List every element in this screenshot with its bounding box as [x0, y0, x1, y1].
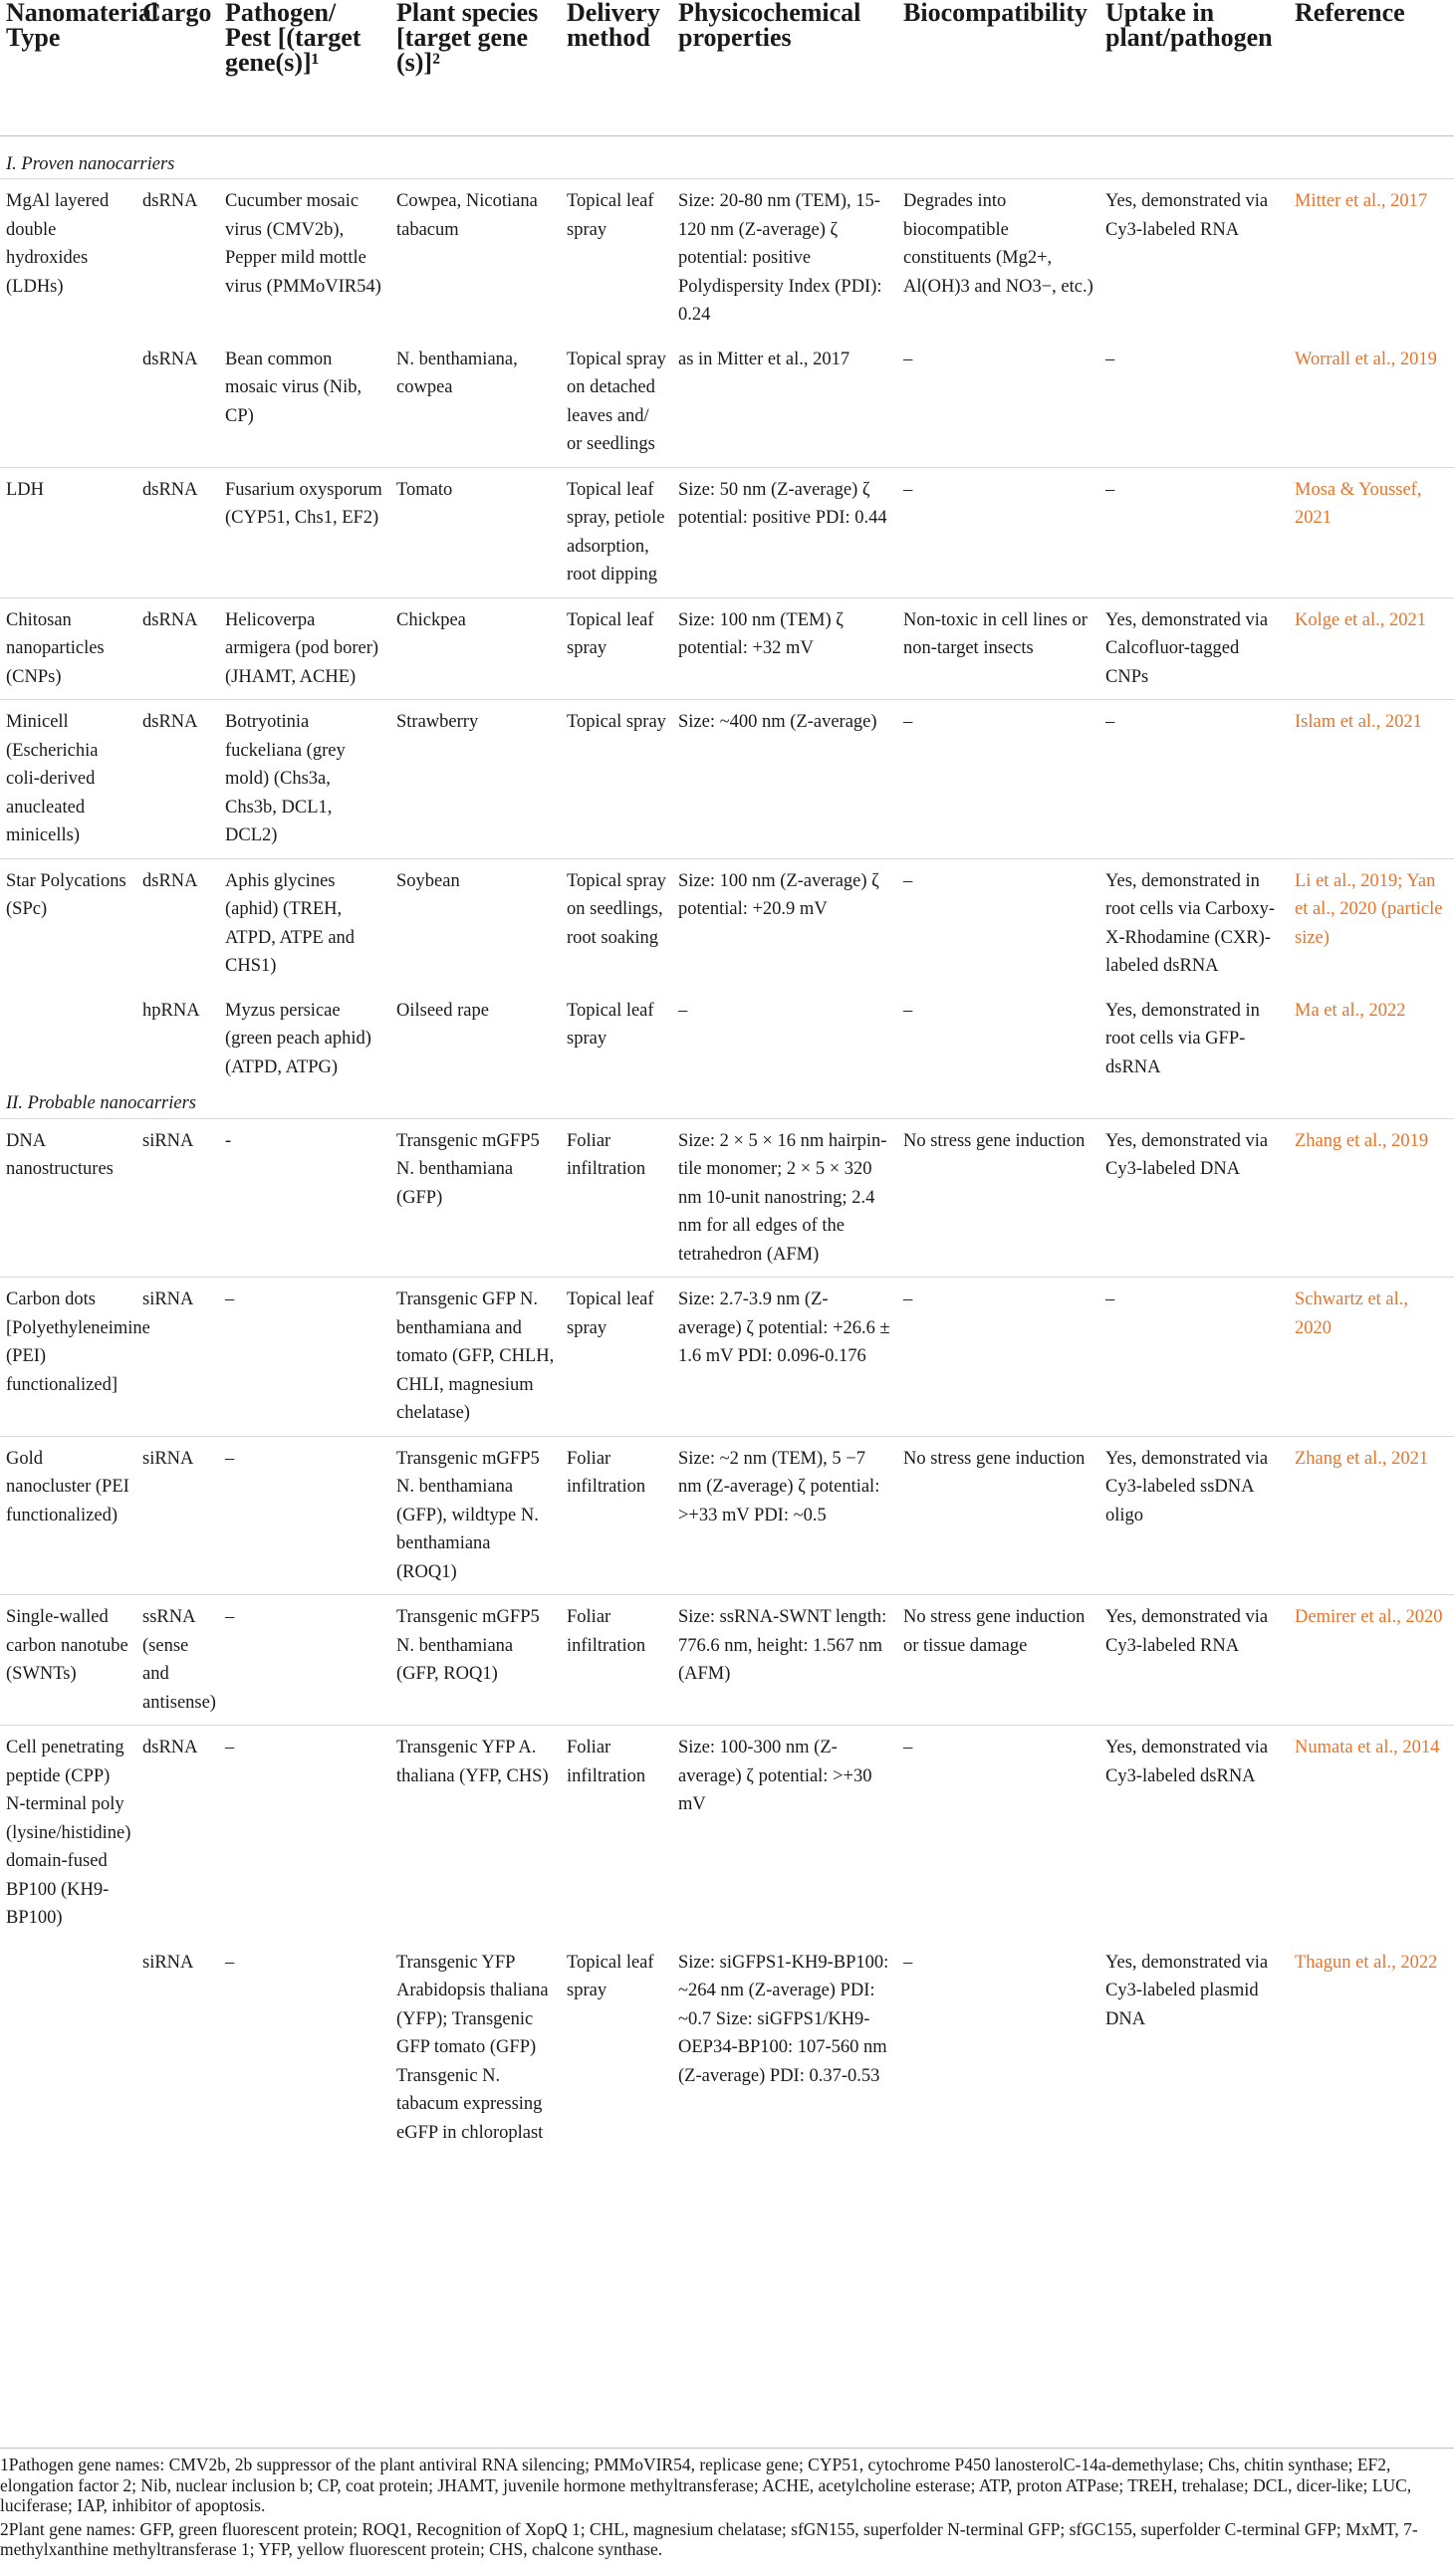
cell-material: Chitosan nanoparticles (CNPs) — [0, 597, 136, 700]
table-row — [0, 1726, 1454, 1941]
cell-uptake: – — [1099, 700, 1289, 859]
cell-uptake: Yes, demonstrated via Cy3-labeled ssDNA oligo — [1099, 1436, 1289, 1595]
cell-delivery: Topical leaf spray — [561, 179, 672, 338]
cell-material: LDH — [0, 467, 136, 597]
table-body — [0, 135, 1454, 2155]
table-row — [0, 700, 1454, 859]
cell-pathogen: Helicoverpa armigera (pod borer) (JHAMT, ACHE) — [219, 597, 390, 700]
cell-delivery: Topical leaf spray — [561, 1278, 672, 1437]
cell-pathogen: Fusarium oxysporum (CYP51, Chs1, EF2) — [219, 467, 390, 597]
cell-properties: Size: 2.7-3.9 nm (Z-average) ζ potential: +26.6 ± 1.6 mV PDI: 0.096-0.176 — [672, 1278, 897, 1437]
cell-plant: N. benthamiana, cowpea — [396, 349, 518, 397]
section-title: I. Proven nanocarriers — [6, 153, 175, 174]
cell-plant: Chickpea — [390, 597, 561, 700]
cell-reference[interactable]: Schwartz et al., 2020 — [1289, 1278, 1454, 1437]
cell-biocompatibility: – — [903, 349, 913, 369]
cell-delivery: Topical leaf spray — [561, 597, 672, 700]
header-plant: Plant species [target gene (s)]² — [390, 0, 561, 135]
cell-uptake: Yes, demonstrated via Cy3-labeled plasmid DNA — [1105, 1952, 1269, 2029]
cell-pathogen: – — [219, 1595, 390, 1726]
cell-pathogen: Bean common mosaic virus (Nib, CP) — [225, 349, 363, 426]
cell-reference[interactable]: Mitter et al., 2017 — [1289, 179, 1454, 338]
cell-reference[interactable]: Kolge et al., 2021 — [1289, 597, 1454, 700]
table-row — [0, 179, 1454, 338]
cell-biocompatibility: – — [897, 1726, 1099, 1941]
cell-material: Gold nanocluster (PEI functionalized) — [0, 1436, 136, 1595]
cell-biocompatibility: – — [897, 1278, 1099, 1437]
cell-pathogen: – — [225, 1952, 235, 1973]
cell-material — [0, 1941, 136, 2156]
cell-pathogen: – — [219, 1726, 390, 1941]
cell-properties: Size: ~2 nm (TEM), 5 −7 nm (Z-average) ζ potential: >+33 mV PDI: ~0.5 — [672, 1436, 897, 1595]
cell-reference[interactable]: Zhang et al., 2019 — [1289, 1118, 1454, 1278]
cell-biocompatibility: – — [903, 1952, 913, 1973]
cell-material: Minicell (Escherichia coli-derived anucleated minicells) — [0, 700, 136, 859]
cell-properties: Size: 100 nm (TEM) ζ potential: +32 mV — [672, 597, 897, 700]
cell-delivery: Foliar infiltration — [561, 1436, 672, 1595]
footnotes — [0, 2448, 1454, 2563]
cell-cargo: siRNA — [136, 1278, 219, 1437]
cell-biocompatibility: No stress gene induction or tissue damage — [897, 1595, 1099, 1726]
table-row — [0, 1941, 1454, 2156]
cell-pathogen: Aphis glycines (aphid) (TREH, ATPD, ATPE and CHS1) — [219, 858, 390, 989]
footnote-2: 2Plant gene names: GFP, green fluorescent protein; ROQ1, Recognition of XopQ 1; CHL, magnesium chelatase; sfGN155, superfolder N-terminal GFP; sfGC155, superfolder C-terminal GFP; MxMT, 7-methylxanthine methyltransferase 1; YFP, yellow fluorescent protein; CHS, chalcone synthase. — [0, 2518, 1418, 2559]
cell-plant: Transgenic mGFP5 N. benthamiana (GFP, ROQ1) — [390, 1595, 561, 1726]
cell-material: Carbon dots [Polyethyleneimine (PEI) functionalized] — [0, 1278, 136, 1437]
cell-uptake: Yes, demonstrated in root cells via Carboxy-X-Rhodamine (CXR)-labeled dsRNA — [1099, 858, 1289, 989]
cell-delivery: Topical leaf spray — [567, 1000, 654, 1049]
cell-cargo: dsRNA — [136, 1726, 219, 1941]
table-row — [0, 467, 1454, 597]
cell-delivery: Topical spray on seedlings, root soaking — [561, 858, 672, 989]
section-heading-row — [0, 135, 1454, 179]
cell-uptake: Yes, demonstrated in root cells via GFP-dsRNA — [1105, 1000, 1260, 1077]
cell-plant: Cowpea, Nicotiana tabacum — [390, 179, 561, 338]
cell-reference[interactable]: Zhang et al., 2021 — [1289, 1436, 1454, 1595]
table-row — [0, 858, 1454, 989]
cell-material — [0, 338, 136, 468]
cell-biocompatibility: Non-toxic in cell lines or non-target insects — [897, 597, 1099, 700]
cell-material: Cell penetrating peptide (CPP) N-terminal poly (lysine/histidine) domain-fused BP100 (KH9-BP100) — [0, 1726, 136, 1941]
cell-reference[interactable]: Thagun et al., 2022 — [1295, 1952, 1438, 1973]
cell-properties: Size: 50 nm (Z-average) ζ potential: positive PDI: 0.44 — [672, 467, 897, 597]
cell-delivery: Foliar infiltration — [561, 1118, 672, 1278]
cell-cargo: ssRNA (sense and antisense) — [136, 1595, 219, 1726]
cell-plant: Transgenic YFP Arabidopsis thaliana (YFP); Transgenic GFP tomato (GFP) Transgenic N. tabacum expressing eGFP in chloroplast — [396, 1952, 549, 2143]
cell-cargo: siRNA — [136, 1436, 219, 1595]
cell-plant: Transgenic GFP N. benthamiana and tomato (GFP, CHLH, CHLI, magnesium chelatase) — [390, 1278, 561, 1437]
cell-reference[interactable]: Ma et al., 2022 — [1295, 1000, 1406, 1021]
cell-properties: as in Mitter et al., 2017 — [678, 349, 850, 369]
cell-plant: Transgenic mGFP5 N. benthamiana (GFP) — [390, 1118, 561, 1278]
cell-uptake: Yes, demonstrated via Cy3-labeled dsRNA — [1099, 1726, 1289, 1941]
cell-plant: Strawberry — [390, 700, 561, 859]
cell-biocompatibility: No stress gene induction — [897, 1436, 1099, 1595]
cell-properties: – — [678, 1000, 688, 1021]
header-biocompatibility: Biocompatibility — [897, 0, 1099, 135]
cell-cargo: dsRNA — [142, 349, 198, 369]
cell-material: DNA nanostructures — [0, 1118, 136, 1278]
header-delivery: Delivery method — [561, 0, 672, 135]
cell-uptake: Yes, demonstrated via Cy3-labeled RNA — [1099, 1595, 1289, 1726]
cell-plant: Oilseed rape — [396, 1000, 489, 1021]
cell-material: MgAl layered double hydroxides (LDHs) — [0, 179, 136, 338]
cell-delivery: Topical spray on detached leaves and/ or seedlings — [567, 349, 666, 454]
cell-pathogen: Myzus persicae (green peach aphid) (ATPD, ATPG) — [225, 1000, 371, 1077]
cell-reference[interactable]: Worrall et al., 2019 — [1295, 349, 1437, 369]
cell-biocompatibility: Degrades into biocompatible constituents (Mg2+, Al(OH)3 and NO3−, etc.) — [897, 179, 1099, 338]
table-row — [0, 1436, 1454, 1595]
cell-properties: Size: 20-80 nm (TEM), 15-120 nm (Z-average) ζ potential: positive Polydispersity Index (PDI): 0.24 — [672, 179, 897, 338]
cell-cargo: dsRNA — [136, 597, 219, 700]
table-row — [0, 1278, 1454, 1437]
cell-pathogen: - — [219, 1118, 390, 1278]
cell-reference[interactable]: Islam et al., 2021 — [1289, 700, 1454, 859]
cell-material: Single-walled carbon nanotube (SWNTs) — [0, 1595, 136, 1726]
cell-pathogen: Botryotinia fuckeliana (grey mold) (Chs3a, Chs3b, DCL1, DCL2) — [219, 700, 390, 859]
cell-pathogen: – — [219, 1436, 390, 1595]
cell-delivery: Topical leaf spray — [567, 1952, 654, 2000]
header-pathogen: Pathogen/ Pest [(target gene(s)]¹ — [219, 0, 390, 135]
section-heading-row — [0, 1089, 1454, 1118]
table-row — [0, 1118, 1454, 1278]
cell-plant: Transgenic YFP A. thaliana (YFP, CHS) — [390, 1726, 561, 1941]
cell-biocompatibility: – — [897, 858, 1099, 989]
cell-biocompatibility: – — [897, 467, 1099, 597]
cell-properties: Size: siGFPS1-KH9-BP100: ~264 nm (Z-average) PDI: ~0.7 Size: siGFPS1/KH9-OEP34-BP100: 107-560 nm (Z-average) PDI: 0.37-0.53 — [678, 1952, 889, 2086]
cell-cargo: dsRNA — [136, 700, 219, 859]
table-row — [0, 1595, 1454, 1726]
cell-properties: Size: ~400 nm (Z-average) — [672, 700, 897, 859]
section-title: II. Probable nanocarriers — [6, 1093, 196, 1113]
table-row — [0, 338, 1454, 468]
table-row — [0, 597, 1454, 700]
cell-reference[interactable]: Numata et al., 2014 — [1289, 1726, 1454, 1941]
cell-pathogen: Cucumber mosaic virus (CMV2b), Pepper mild mottle virus (PMMoVIR54) — [219, 179, 390, 338]
cell-properties: Size: 100 nm (Z-average) ζ potential: +20.9 mV — [672, 858, 897, 989]
cell-biocompatibility: No stress gene induction — [897, 1118, 1099, 1278]
cell-delivery: Foliar infiltration — [561, 1726, 672, 1941]
cell-properties: Size: 100-300 nm (Z-average) ζ potential: >+30 mV — [672, 1726, 897, 1941]
cell-delivery: Foliar infiltration — [561, 1595, 672, 1726]
cell-cargo: dsRNA — [136, 858, 219, 989]
cell-delivery: Topical spray — [561, 700, 672, 859]
cell-reference[interactable]: Mosa & Youssef, 2021 — [1289, 467, 1454, 597]
cell-plant: Soybean — [390, 858, 561, 989]
cell-pathogen: – — [219, 1278, 390, 1437]
cell-uptake: Yes, demonstrated via Calcofluor-tagged CNPs — [1099, 597, 1289, 700]
cell-biocompatibility: – — [903, 1000, 913, 1021]
header-nanomaterial: Nanomaterial Type — [0, 0, 136, 135]
cell-plant: Transgenic mGFP5 N. benthamiana (GFP), wildtype N. benthamiana (ROQ1) — [390, 1436, 561, 1595]
cell-cargo: hpRNA — [142, 1000, 200, 1021]
footnote-1: 1Pathogen gene names: CMV2b, 2b suppressor of the plant antiviral RNA silencing; PMMoVIR54, replicase gene; CYP51, cytochrome P450 lanosterolC-14a-demethylase; Chs, chitin synthase; EF2, elongation factor 2; Nib, nuclear inclusion b; CP, coat protein; JHAMT, juvenile hormone methyltransferase; ACHE, acetylcholine esterase; ATP, proton ATPase; TREH, trehalase; DCL, dicer-like; LUC, luciferase; IAP, inhibitor of apoptosis. — [0, 2455, 1412, 2515]
cell-material — [0, 989, 136, 1090]
cell-properties: Size: ssRNA-SWNT length: 776.6 nm, height: 1.567 nm (AFM) — [672, 1595, 897, 1726]
header-reference: Reference — [1289, 0, 1454, 135]
cell-uptake: Yes, demonstrated via Cy3-labeled DNA — [1099, 1118, 1289, 1278]
cell-uptake: – — [1105, 349, 1115, 369]
header-cargo: Cargo — [136, 0, 219, 135]
cell-uptake: – — [1099, 1278, 1289, 1437]
cell-uptake: – — [1099, 467, 1289, 597]
cell-cargo: dsRNA — [136, 179, 219, 338]
cell-material: Star Polycations (SPc) — [0, 858, 136, 989]
cell-plant: Tomato — [390, 467, 561, 597]
table-row — [0, 989, 1454, 1090]
cell-reference[interactable]: Demirer et al., 2020 — [1289, 1595, 1454, 1726]
cell-delivery: Topical leaf spray, petiole adsorption, root dipping — [561, 467, 672, 597]
cell-uptake: Yes, demonstrated via Cy3-labeled RNA — [1099, 179, 1289, 338]
header-uptake: Uptake in plant/pathogen — [1099, 0, 1289, 135]
cell-biocompatibility: – — [897, 700, 1099, 859]
cell-properties: Size: 2 × 5 × 16 nm hairpin-tile monomer; 2 × 5 × 320 nm 10-unit nanostring; 2.4 nm for all edges of the tetrahedron (AFM) — [672, 1118, 897, 1278]
cell-cargo: dsRNA — [136, 467, 219, 597]
header-row — [0, 0, 1454, 135]
cell-reference[interactable]: Li et al., 2019; Yan et al., 2020 (particle size) — [1289, 858, 1454, 989]
header-physicochemical: Physicochemical properties — [672, 0, 897, 135]
cell-cargo: siRNA — [142, 1952, 194, 1973]
cell-cargo: siRNA — [136, 1118, 219, 1278]
